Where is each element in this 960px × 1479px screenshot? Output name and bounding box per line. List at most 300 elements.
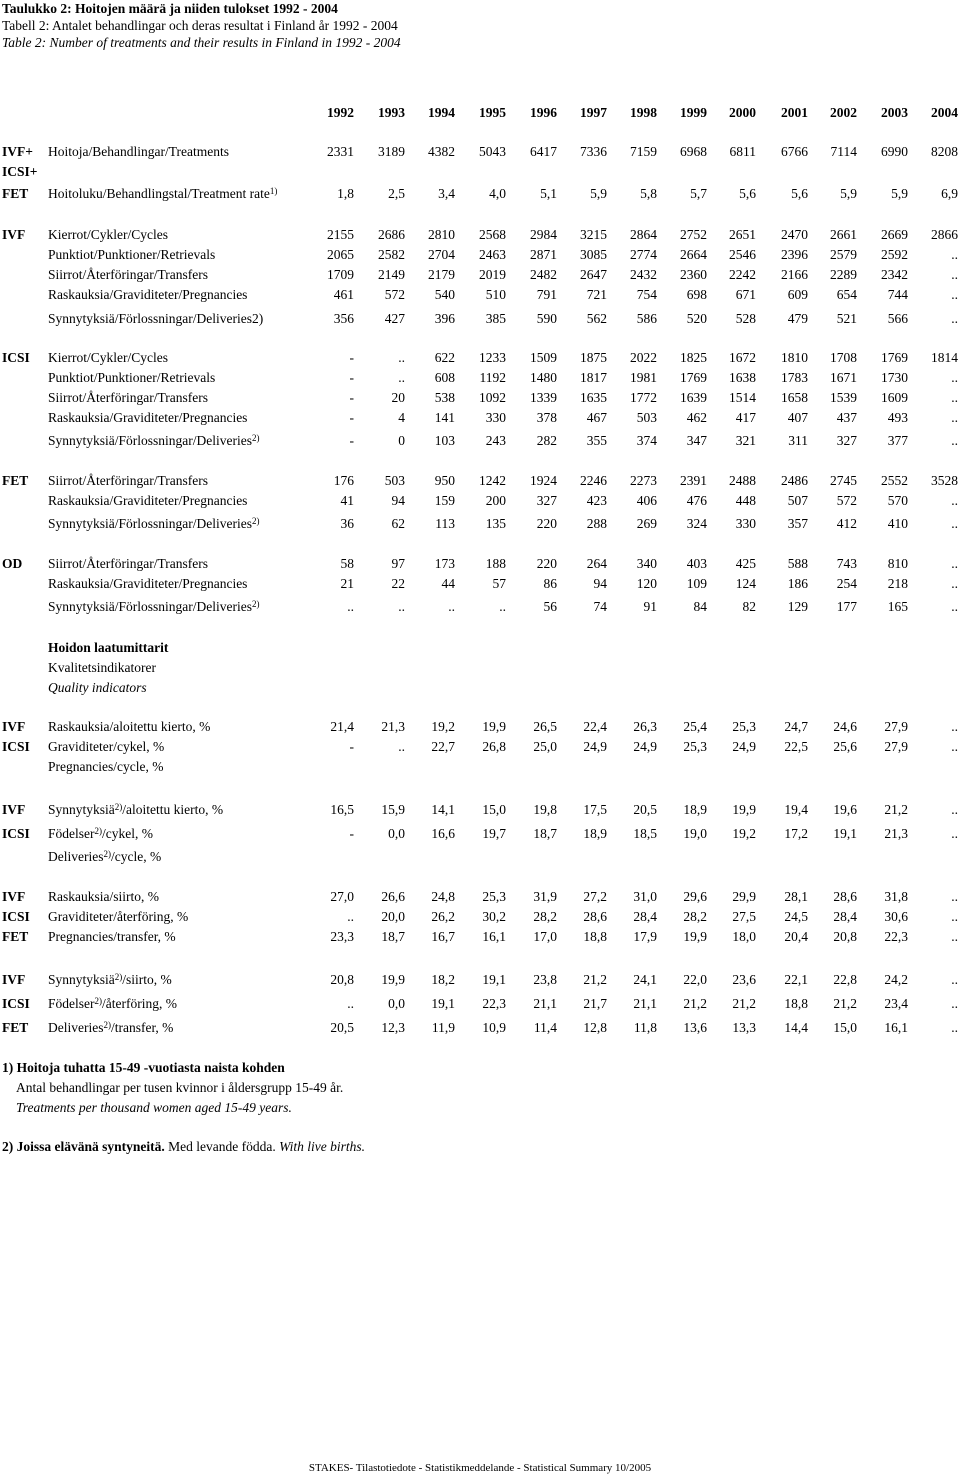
table-cell: 15,0	[482, 802, 506, 817]
row-label	[48, 266, 208, 284]
table-cell: 19,1	[482, 972, 506, 987]
table-cell: 538	[434, 390, 455, 405]
table-cell: ..	[951, 247, 958, 262]
table-cell: ..	[499, 599, 506, 614]
table-cell: 2552	[881, 473, 908, 488]
table-cell: 2871	[530, 247, 557, 262]
row-label-text: Pregnancies/cycle, %	[48, 759, 164, 774]
table-cell: 406	[636, 493, 657, 508]
row-label-text: Deliveries	[48, 1020, 104, 1035]
table-cell: 36	[340, 516, 354, 531]
table-cell: ..	[448, 599, 455, 614]
table-cell: 2647	[580, 267, 607, 282]
table-cell: 16,1	[482, 929, 506, 944]
row-label	[48, 738, 164, 756]
row-label	[48, 389, 208, 407]
table-cell: 23,8	[533, 972, 557, 987]
table-cell: 82	[742, 599, 756, 614]
table-cell: 2864	[630, 227, 657, 242]
table-cell: 2463	[479, 247, 506, 262]
row-category: IVF+	[2, 144, 33, 159]
row-label-text: Siirrot/Återföringar/Transfers	[48, 267, 208, 282]
table-cell: 23,4	[884, 996, 908, 1011]
row-label	[48, 825, 153, 843]
table-cell: 18,8	[784, 996, 808, 1011]
table-cell: 186	[787, 576, 808, 591]
od-row	[0, 575, 960, 593]
top-row	[0, 185, 960, 203]
footnote-1	[2, 1058, 343, 1118]
table-cell: 5,9	[891, 186, 908, 201]
year-header: 1994	[428, 105, 455, 120]
table-cell: 16,6	[431, 826, 455, 841]
table-cell: 377	[887, 433, 908, 448]
table-cell: 1639	[680, 390, 707, 405]
row-label-text: Födelser	[48, 826, 95, 841]
table-cell: 173	[434, 556, 455, 571]
title-swedish: Tabell 2: Antalet behandlingar och deras resultat i Finland år 1992 - 2004	[2, 18, 398, 33]
table-cell: 10,9	[482, 1020, 506, 1035]
table-cell: ..	[951, 826, 958, 841]
row-label-text: Kierrot/Cykler/Cycles	[48, 227, 168, 242]
table-cell: 8208	[931, 144, 958, 159]
table-cell: 94	[593, 576, 607, 591]
table-cell: 5,7	[690, 186, 707, 201]
table-cell: 347	[686, 433, 707, 448]
table-cell: -	[349, 739, 354, 754]
table-cell: 28,4	[833, 909, 857, 924]
table-cell: -	[349, 433, 354, 448]
table-cell: ..	[398, 370, 405, 385]
table-cell: 19,0	[683, 826, 707, 841]
table-cell: 17,2	[784, 826, 808, 841]
year-header: 1993	[378, 105, 405, 120]
table-cell: 74	[593, 599, 607, 614]
table-cell: 721	[586, 287, 607, 302]
quality-indicators-heading	[48, 638, 168, 698]
table-cell: 16,7	[431, 929, 455, 944]
table-cell: 562	[586, 311, 607, 326]
table-cell: 21,2	[884, 802, 908, 817]
table-cell: 30,2	[482, 909, 506, 924]
row-category: IVF	[2, 227, 26, 242]
table-cell: 503	[636, 410, 657, 425]
table-cell: 20,5	[330, 1020, 354, 1035]
table-cell: 84	[693, 599, 707, 614]
table-cell: 188	[485, 556, 506, 571]
footnote-marker: 2)	[94, 996, 102, 1006]
table-cell: 21,3	[884, 826, 908, 841]
row-label-text: Raskauksia/Graviditeter/Pregnancies	[48, 576, 248, 591]
table-cell: 19,2	[732, 826, 756, 841]
table-cell: 27,9	[884, 719, 908, 734]
footnote-marker: 2)	[114, 972, 123, 982]
table-cell: 86	[543, 576, 557, 591]
table-cell: 19,9	[683, 929, 707, 944]
table-cell: 448	[735, 493, 756, 508]
table-cell: 28,4	[633, 909, 657, 924]
table-cell: 19,1	[833, 826, 857, 841]
table-cell: 2482	[530, 267, 557, 282]
footnote-marker: 2)	[251, 433, 260, 443]
row-label	[48, 286, 247, 304]
table-cell: 6990	[881, 144, 908, 159]
page-footer: STAKES- Tilastotiedote - Statistikmeddelande - Statistical Summary 10/2005	[308, 1462, 652, 1474]
table-cell: 22,7	[431, 739, 455, 754]
table-cell: 14,1	[431, 802, 455, 817]
table-cell: 437	[836, 410, 857, 425]
top-row	[0, 143, 960, 161]
row-label-text: Pregnancies/transfer, %	[48, 929, 176, 944]
row-label-text: Hoitoja/Behandlingar/Treatments	[48, 144, 229, 159]
table-cell: 13,6	[683, 1020, 707, 1035]
q2-row	[0, 801, 960, 819]
table-cell: 0	[398, 433, 405, 448]
q1-row	[0, 738, 960, 756]
table-cell: 588	[787, 556, 808, 571]
table-cell: 1810	[781, 350, 808, 365]
table-cell: 24,9	[732, 739, 756, 754]
table-cell: ..	[951, 390, 958, 405]
footnote-2	[2, 1137, 365, 1157]
table-cell: 28,2	[683, 909, 707, 924]
table-cell: 510	[485, 287, 506, 302]
table-cell: 744	[887, 287, 908, 302]
table-cell: 1,8	[337, 186, 354, 201]
row-category: FET	[2, 473, 29, 488]
table-cell: 2331	[327, 144, 354, 159]
year-header: 1995	[479, 105, 506, 120]
q2-row	[0, 825, 960, 843]
table-cell: 20,0	[381, 909, 405, 924]
table-cell: 20,8	[330, 972, 354, 987]
table-cell: 2486	[781, 473, 808, 488]
table-cell: 2866	[931, 227, 958, 242]
table-cell: 288	[586, 516, 607, 531]
table-cell: 572	[836, 493, 857, 508]
table-cell: 20,8	[833, 929, 857, 944]
footnote-marker: 2)	[114, 802, 123, 812]
table-cell: 17,5	[583, 802, 607, 817]
table-cell: 24,2	[884, 972, 908, 987]
table-cell: 1817	[580, 370, 607, 385]
row-label-suffix: /aloitettu kierto, %	[122, 802, 224, 817]
table-cell: 165	[887, 599, 908, 614]
table-cell: 1514	[729, 390, 756, 405]
table-cell: 25,6	[833, 739, 857, 754]
row-category: ICSI	[2, 826, 30, 841]
row-category: IVF	[2, 802, 26, 817]
table-cell: 2,5	[388, 186, 405, 201]
table-cell: 135	[485, 516, 506, 531]
table-cell: 21,7	[583, 996, 607, 1011]
table-cell: 6,9	[941, 186, 958, 201]
row-label	[48, 226, 168, 244]
table-cell: 91	[643, 599, 657, 614]
footnote-2-english: With live births.	[279, 1139, 365, 1154]
table-cell: ..	[951, 929, 958, 944]
footnote-marker: 2)	[251, 599, 260, 609]
row-label-text: Synnytyksiä	[48, 972, 115, 987]
row-label-text: Graviditeter/återföring, %	[48, 909, 189, 924]
table-cell: 141	[434, 410, 455, 425]
row-label-text: Siirrot/Återföringar/Transfers	[48, 390, 208, 405]
row-label-text: Synnytyksiä	[48, 802, 115, 817]
table-cell: 29,6	[683, 889, 707, 904]
table-cell: 2019	[479, 267, 506, 282]
footnote-marker: 2)	[103, 1020, 111, 1030]
table-cell: ..	[951, 556, 958, 571]
table-cell: 18,9	[583, 826, 607, 841]
table-cell: 21,1	[533, 996, 557, 1011]
table-cell: 57	[492, 576, 506, 591]
table-cell: 2984	[530, 227, 557, 242]
year-header: 2000	[729, 105, 756, 120]
table-cell: ..	[951, 433, 958, 448]
quality-heading-finnish: Hoidon laatumittarit	[48, 640, 169, 655]
row-label	[48, 758, 163, 776]
table-cell: 22,3	[884, 929, 908, 944]
row-label	[48, 246, 215, 264]
row-label	[48, 310, 263, 328]
table-cell: 94	[391, 493, 405, 508]
table-cell: ..	[951, 719, 958, 734]
table-cell: 25,3	[683, 739, 707, 754]
table-cell: 22,1	[784, 972, 808, 987]
footnote-2-swedish: Med levande födda.	[168, 1139, 276, 1154]
row-label-text: Raskauksia/aloitettu kierto, %	[48, 719, 211, 734]
table-cell: 14,4	[784, 1020, 808, 1035]
row-label-text: Kierrot/Cykler/Cycles	[48, 350, 168, 365]
table-cell: 357	[787, 516, 808, 531]
table-cell: 25,3	[732, 719, 756, 734]
table-cell: 22,0	[683, 972, 707, 987]
table-cell: 1609	[881, 390, 908, 405]
table-cell: 269	[636, 516, 657, 531]
row-label-text: Siirrot/Återföringar/Transfers	[48, 473, 208, 488]
table-cell: 1708	[830, 350, 857, 365]
fet-row	[0, 515, 960, 533]
top-row	[0, 163, 960, 181]
table-cell: 176	[333, 473, 354, 488]
table-cell: 28,6	[583, 909, 607, 924]
row-label-text: Synnytyksiä/Förlossningar/Deliveries	[48, 433, 252, 448]
table-cell: ..	[951, 599, 958, 614]
row-label	[48, 575, 247, 593]
table-cell: 410	[887, 516, 908, 531]
row-label-text: Födelser	[48, 996, 95, 1011]
q3-row	[0, 908, 960, 926]
table-cell: 2579	[830, 247, 857, 262]
table-cell: 25,0	[533, 739, 557, 754]
table-cell: 23,6	[732, 972, 756, 987]
table-cell: 26,2	[431, 909, 455, 924]
table-cell: 1339	[530, 390, 557, 405]
table-cell: 791	[536, 287, 557, 302]
footnote-marker: 1)	[269, 186, 278, 196]
table-cell: 13,3	[732, 1020, 756, 1035]
table-cell: 810	[887, 556, 908, 571]
table-cell: 28,6	[833, 889, 857, 904]
table-cell: 5,1	[540, 186, 557, 201]
table-cell: 2065	[327, 247, 354, 262]
icsi-row	[0, 369, 960, 387]
year-header: 1996	[530, 105, 557, 120]
table-cell: ..	[951, 1020, 958, 1035]
row-label	[48, 492, 247, 510]
table-cell: 2246	[580, 473, 607, 488]
row-category: OD	[2, 556, 23, 571]
table-cell: 2745	[830, 473, 857, 488]
table-cell: 330	[485, 410, 506, 425]
table-cell: 3,4	[438, 186, 455, 201]
table-cell: ..	[951, 909, 958, 924]
table-cell: 2470	[781, 227, 808, 242]
row-label-text: Synnytyksiä/Förlossningar/Deliveries	[48, 516, 252, 531]
row-category: FET	[2, 186, 29, 201]
table-cell: 97	[391, 556, 405, 571]
table-cell: 1769	[881, 350, 908, 365]
table-cell: 2342	[881, 267, 908, 282]
table-cell: 62	[391, 516, 405, 531]
row-label-text: Synnytyksiä/Förlossningar/Deliveries	[48, 599, 252, 614]
table-cell: 27,0	[330, 889, 354, 904]
table-cell: 24,5	[784, 909, 808, 924]
table-cell: 21	[340, 576, 354, 591]
table-cell: 16,5	[330, 802, 354, 817]
table-cell: 27,2	[583, 889, 607, 904]
table-cell: 2360	[680, 267, 707, 282]
table-cell: 425	[735, 556, 756, 571]
table-cell: 25,3	[482, 889, 506, 904]
table-cell: 520	[686, 311, 707, 326]
table-cell: 20,4	[784, 929, 808, 944]
table-cell: 19,9	[732, 802, 756, 817]
table-cell: 26,3	[633, 719, 657, 734]
row-label-suffix: /cycle, %	[110, 849, 162, 864]
table-cell: 27,9	[884, 739, 908, 754]
table-cell: 243	[485, 433, 506, 448]
row-label-text: Graviditeter/cykel, %	[48, 739, 165, 754]
table-cell: 19,8	[533, 802, 557, 817]
table-cell: 2155	[327, 227, 354, 242]
q4-row	[0, 971, 960, 989]
table-cell: 5,9	[840, 186, 857, 201]
row-label	[48, 1019, 173, 1037]
table-cell: 11,9	[431, 1020, 455, 1035]
quality-heading-english: Quality indicators	[48, 680, 147, 695]
row-label-suffix: /transfer, %	[110, 1020, 174, 1035]
table-cell: 2752	[680, 227, 707, 242]
table-cell: ..	[951, 996, 958, 1011]
year-header: 1992	[327, 105, 354, 120]
table-cell: 2273	[630, 473, 657, 488]
table-cell: 220	[536, 516, 557, 531]
table-cell: 17,0	[533, 929, 557, 944]
table-cell: 24,9	[633, 739, 657, 754]
table-cell: 586	[636, 311, 657, 326]
table-cell: 5,6	[791, 186, 808, 201]
table-cell: 129	[787, 599, 808, 614]
table-cell: 462	[686, 410, 707, 425]
table-cell: 56	[543, 599, 557, 614]
table-cell: 22	[391, 576, 405, 591]
table-cell: 27,5	[732, 909, 756, 924]
table-cell: 220	[536, 556, 557, 571]
quality-heading-swedish: Kvalitetsindikatorer	[48, 660, 156, 675]
footnote-2-finnish: 2) Joissa elävänä syntyneitä.	[2, 1139, 165, 1154]
table-cell: 18,5	[633, 826, 657, 841]
table-cell: 109	[686, 576, 707, 591]
table-cell: 4	[398, 410, 405, 425]
table-cell: ..	[951, 516, 958, 531]
table-cell: 24,9	[583, 739, 607, 754]
table-cell: 6968	[680, 144, 707, 159]
table-cell: 743	[836, 556, 857, 571]
table-cell: 4382	[428, 144, 455, 159]
row-category: FET	[2, 929, 29, 944]
table-cell: 340	[636, 556, 657, 571]
q4-row	[0, 1019, 960, 1037]
table-cell: ..	[347, 599, 354, 614]
table-cell: 609	[787, 287, 808, 302]
table-cell: 2488	[729, 473, 756, 488]
table-cell: 540	[434, 287, 455, 302]
row-label	[48, 718, 210, 736]
title-english: Table 2: Number of treatments and their results in Finland in 1992 - 2004	[2, 35, 401, 50]
table-cell: 374	[636, 433, 657, 448]
row-label-suffix: /siirto, %	[122, 972, 172, 987]
table-cell: 1814	[931, 350, 958, 365]
table-cell: 18,7	[533, 826, 557, 841]
table-cell: 476	[686, 493, 707, 508]
table-cell: 18,2	[431, 972, 455, 987]
year-header: 2003	[881, 105, 908, 120]
table-cell: 671	[735, 287, 756, 302]
year-header-row	[0, 104, 960, 122]
table-cell: 12,8	[583, 1020, 607, 1035]
table-cell: ..	[951, 311, 958, 326]
row-label	[48, 971, 172, 989]
table-cell: 29,9	[732, 889, 756, 904]
table-cell: 18,7	[381, 929, 405, 944]
table-cell: 25,4	[683, 719, 707, 734]
table-cell: 0,0	[388, 996, 405, 1011]
table-cell: 311	[788, 433, 808, 448]
table-cell: 654	[836, 287, 857, 302]
table-cell: 6417	[530, 144, 557, 159]
q4-row	[0, 995, 960, 1013]
row-label	[48, 888, 159, 906]
icsi-row	[0, 389, 960, 407]
table-cell: ..	[951, 576, 958, 591]
table-cell: 21,3	[381, 719, 405, 734]
table-cell: 41	[340, 493, 354, 508]
table-cell: 417	[735, 410, 756, 425]
table-cell: 1875	[580, 350, 607, 365]
table-cell: 22,4	[583, 719, 607, 734]
table-cell: 7336	[580, 144, 607, 159]
row-label-text: Synnytyksiä/Förlossningar/Deliveries2)	[48, 311, 264, 326]
table-cell: 503	[384, 473, 405, 488]
table-cell: 254	[836, 576, 857, 591]
table-cell: 1509	[530, 350, 557, 365]
table-cell: 44	[441, 576, 455, 591]
icsi-row	[0, 409, 960, 427]
table-cell: 1671	[830, 370, 857, 385]
ivf-row	[0, 266, 960, 284]
row-category: ICSI	[2, 739, 30, 754]
